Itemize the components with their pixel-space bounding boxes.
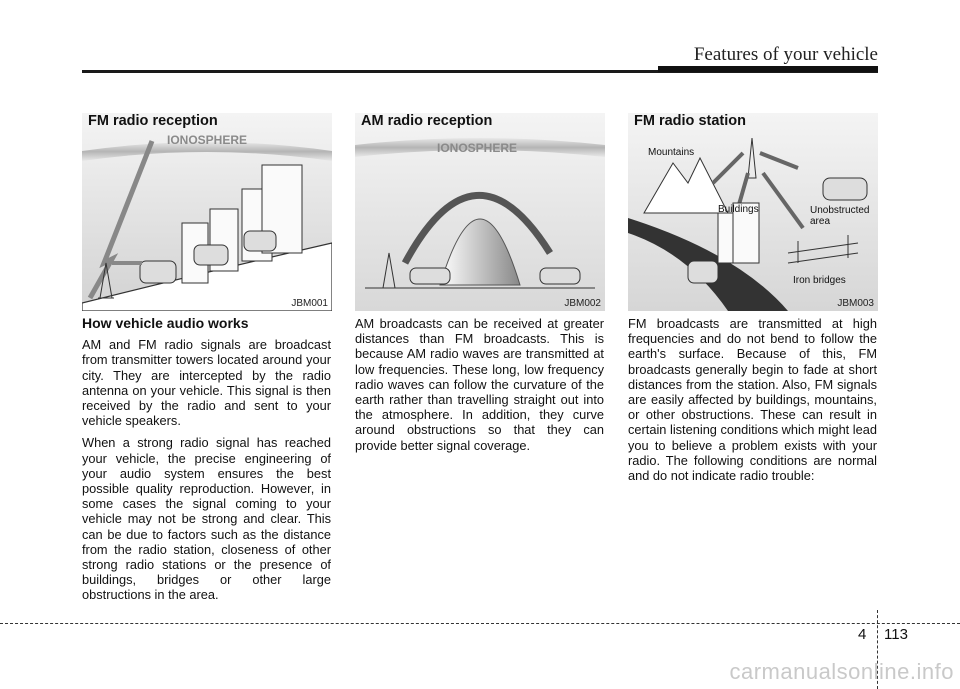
buildings-label: Buildings — [718, 204, 759, 215]
mountains-label: Mountains — [648, 147, 695, 158]
figure-heading: FM radio station — [634, 113, 746, 129]
unobstructed-label: Unobstructed — [810, 205, 870, 216]
iron-bridges-label: Iron bridges — [793, 275, 846, 286]
column-3-text — [628, 316, 877, 490]
watermark-text: carmanualsonline.info — [729, 659, 954, 684]
column-2-text — [355, 316, 604, 460]
figure-am-reception — [355, 113, 605, 311]
figure-code: JBM002 — [564, 298, 601, 309]
chapter-number: 4 — [858, 626, 867, 643]
figure-heading: FM radio reception — [88, 113, 218, 129]
figure-code: JBM001 — [291, 298, 328, 309]
figure-heading: AM radio reception — [361, 113, 493, 129]
paragraph: AM and FM radio signals are broadcast from transmitter towers located around your city. They are intercepted by the radio antenna on your vehicle. This signal is then received by the radio and sent to your vehicle speakers. — [82, 337, 331, 429]
page-header-title: Features of your vehicle — [693, 44, 878, 65]
figure-code: JBM003 — [837, 298, 874, 309]
column-1-text — [82, 316, 331, 610]
section-subheading: How vehicle audio works — [82, 315, 249, 331]
area-label: area — [810, 216, 831, 227]
paragraph: FM broadcasts are transmitted at high frequencies and do not bend to follow the earth's surface. Because of this, FM broadcasts generally begin to fade at short distances from the station. Also, FM signals are easily affected by buildings, mountains, or other obstructions. These can result in certain listening conditions which might lead you to believe a problem exists with your radio. The following conditions are normal and do not indicate radio trouble: — [628, 316, 877, 484]
paragraph: When a strong radio signal has reached your vehicle, the precise engineering of your audio system ensures the best possible quality reproduction. However, in some cases the signal coming to your vehicle may not be strong and clear. This can be due to factors such as the distance from the radio station, closeness of other strong radio stations or the presence of buildings, bridges or other large obstructions in the area. — [82, 435, 331, 603]
footer-rule — [0, 623, 960, 624]
ionosphere-label: IONOSPHERE — [167, 133, 248, 147]
paragraph: AM broadcasts can be received at greater distances than FM broadcasts. This is because AM radio waves are transmitted at low frequencies. These long, low frequency radio waves can follow the curvature of the earth rather than travelling straight out into the atmosphere. In addition, they curve around obstructions so that they can provide better signal coverage. — [355, 316, 604, 453]
figure-fm-reception — [82, 113, 332, 311]
figure-fm-station — [628, 113, 878, 311]
page-number: 113 — [884, 626, 908, 643]
header-rule-accent — [658, 66, 878, 72]
ionosphere-label: IONOSPHERE — [437, 141, 518, 155]
